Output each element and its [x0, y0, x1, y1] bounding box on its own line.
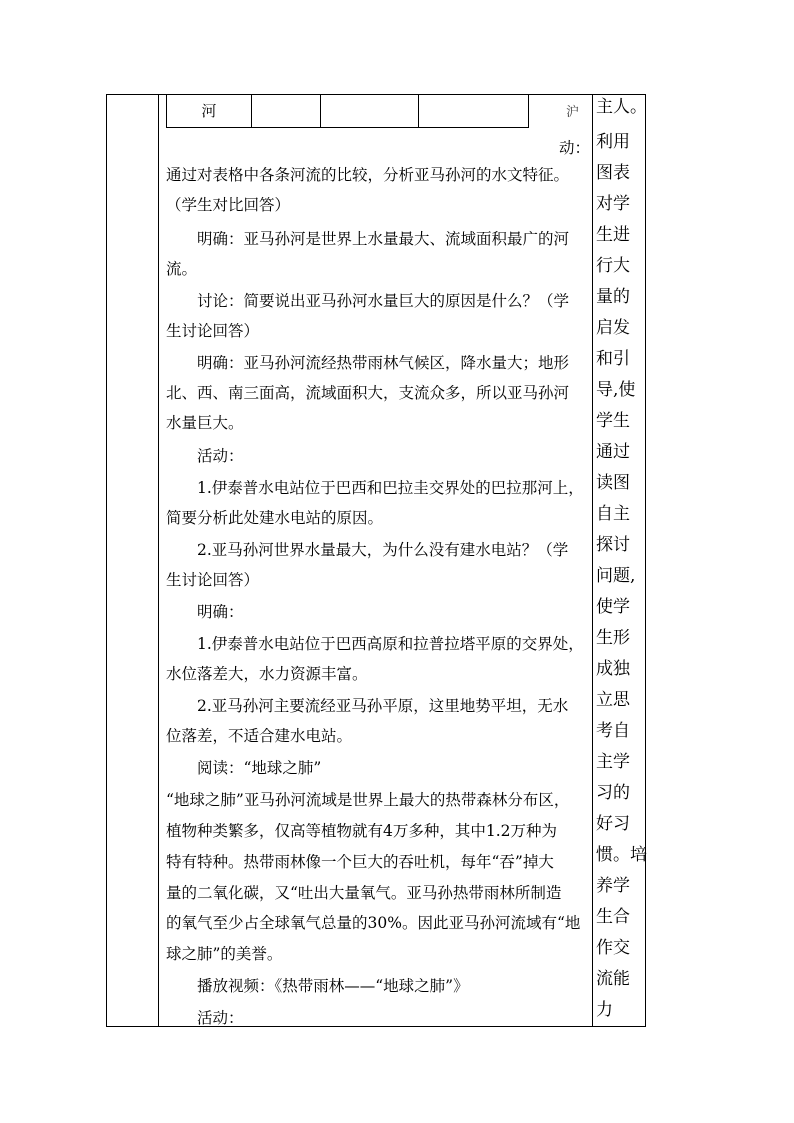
text-line: 北、西、南三面高，流域面积大，支流众多，所以亚马孙河 — [166, 384, 570, 402]
table-cell: 河 — [167, 94, 252, 128]
text-line: 1.伊泰普水电站位于巴西高原和拉普拉塔平原的交界处， — [197, 635, 584, 653]
text-line: 播放视频：《热带雨林——“地球之肺”》 — [197, 977, 469, 995]
text-line: 位落差，不适合建水电站。 — [166, 727, 353, 745]
cut-off-heading-fragment: 沪 — [566, 105, 580, 120]
table-cell — [252, 94, 321, 128]
side-text-line: 养学 — [596, 876, 630, 896]
side-text-line: 行大 — [596, 256, 630, 276]
side-text-line: 习的 — [596, 783, 630, 803]
side-text-line: 生形 — [596, 628, 630, 648]
side-text-line: 惯。培 — [596, 845, 647, 865]
text-line: 量的二氧化碳，又“吐出大量氧气。亚马孙热带雨林所制造 — [166, 884, 562, 902]
column-divider-left — [158, 94, 159, 1027]
column-divider-right — [592, 94, 593, 1027]
side-text-line: 启发 — [596, 318, 630, 338]
side-text-line: 通过 — [596, 442, 630, 462]
table-row — [167, 94, 529, 128]
side-text-line: 量的 — [596, 287, 630, 307]
text-line: 活动： — [197, 1009, 244, 1027]
text-line: 特有特种。热带雨林像一个巨大的吞吐机，每年“吞”掉大 — [166, 853, 554, 871]
table-cell — [419, 94, 529, 128]
text-line: “地球之肺”亚马孙河流域是世界上最大的热带森林分布区， — [166, 791, 570, 809]
text-line: 明确：亚马孙河是世界上水量最大、流域面积最广的河 — [197, 230, 570, 248]
side-text-line: 作交 — [596, 938, 630, 958]
text-line: 动： — [558, 139, 590, 157]
side-text-line: 生合 — [596, 907, 630, 927]
side-text-line: 考自 — [596, 721, 630, 741]
side-text-line: 立思 — [596, 690, 630, 710]
text-line: 1.伊泰普水电站位于巴西和巴拉圭交界处的巴拉那河上， — [197, 479, 584, 497]
table-cell — [321, 94, 419, 128]
side-text-line: 生进 — [596, 225, 630, 245]
side-text-line: 问题, — [596, 566, 636, 586]
side-text-line: 好习 — [596, 814, 630, 834]
side-text-line: 使学 — [596, 597, 630, 617]
side-text-line: 读图 — [596, 473, 630, 493]
text-line: 通过对表格中各条河流的比较，分析亚马孙河的水文特征。 — [166, 166, 570, 184]
river-comparison-table — [166, 94, 529, 128]
side-text-line: 主人。 — [596, 97, 647, 117]
side-text-line: 探讨 — [596, 535, 630, 555]
text-line: （学生对比回答） — [166, 196, 291, 214]
text-line: 明确：亚马孙河流经热带雨林气候区，降水量大；地形 — [197, 354, 570, 372]
side-text-line: 流能 — [596, 969, 630, 989]
text-line: 球之肺”的美誉。 — [166, 945, 283, 963]
side-text-line: 自主 — [596, 504, 630, 524]
text-line: 生讨论回答） — [166, 571, 260, 589]
text-line: 简要分析此处建水电站的原因。 — [166, 509, 384, 527]
text-line: 阅读：“地球之肺” — [197, 759, 322, 777]
text-line: 2.亚马孙河世界水量最大，为什么没有建水电站？（学 — [197, 541, 569, 559]
side-text-line: 和引 — [596, 349, 630, 369]
text-line: 流。 — [166, 260, 198, 278]
text-line: 的氧气至少占全球氧气总量的30%。因此亚马孙河流域有“地 — [166, 914, 581, 932]
side-text-line: 对学 — [596, 194, 630, 214]
side-text-line: 力 — [596, 1000, 613, 1020]
text-line: 活动： — [197, 447, 244, 465]
text-line: 讨论：简要说出亚马孙河水量巨大的原因是什么？（学 — [197, 292, 570, 310]
side-text-line: 成独 — [596, 659, 630, 679]
text-line: 植物种类繁多，仅高等植物就有4万多种，其中1.2万种为 — [166, 822, 558, 840]
side-text-line: 利用 — [596, 132, 630, 152]
text-line: 水量巨大。 — [166, 414, 244, 432]
text-line: 水位落差大，水力资源丰富。 — [166, 665, 368, 683]
text-line: 生讨论回答） — [166, 322, 260, 340]
side-text-line: 学生 — [596, 411, 630, 431]
side-text-line: 图表 — [596, 163, 630, 183]
side-text-line: 导,使 — [596, 380, 636, 400]
text-line: 明确： — [197, 603, 244, 621]
text-line: 2.亚马孙河主要流经亚马孙平原，这里地势平坦，无水 — [197, 697, 569, 715]
side-text-line: 主学 — [596, 752, 630, 772]
